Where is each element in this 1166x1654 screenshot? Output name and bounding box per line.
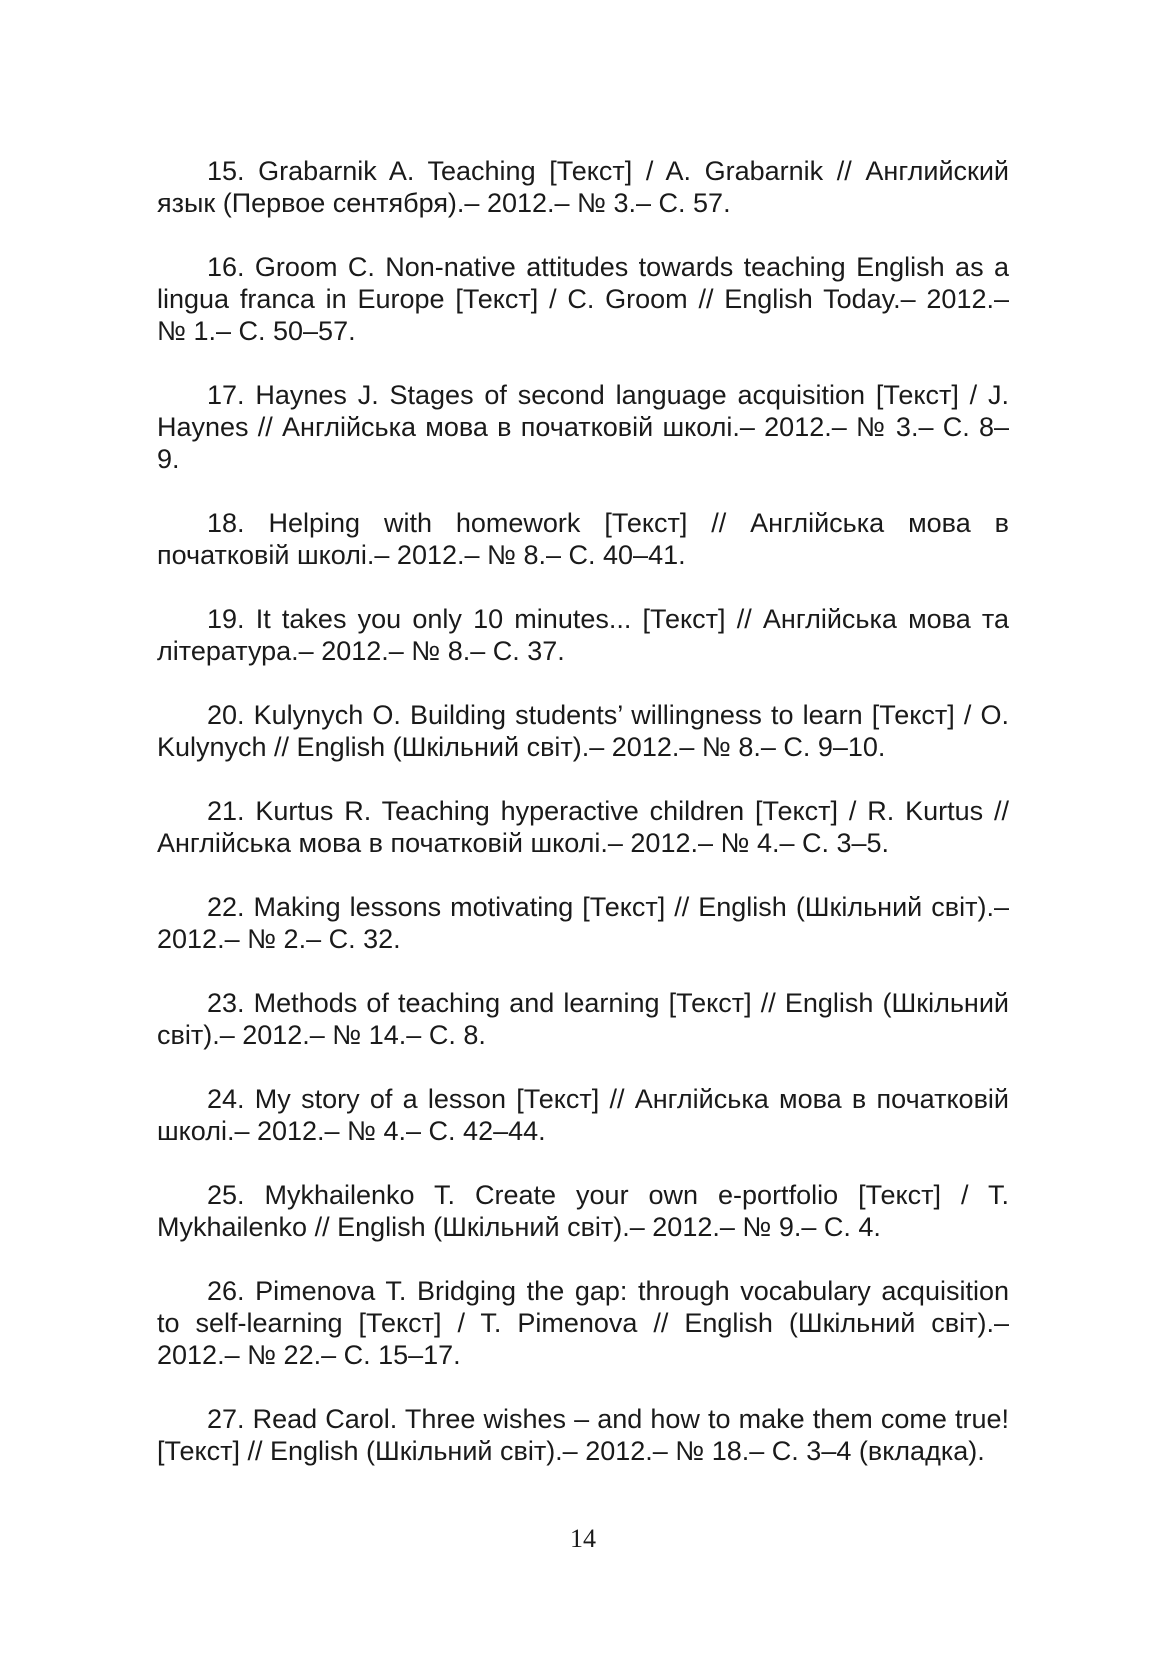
reference-item-17: 17. Haynes J. Stages of second language acquisition [Текст] / J. Haynes // Англійська мова в початковій школі.– 2012.– № 3.– С. 8–9. — [157, 380, 1009, 474]
reference-item-22: 22. Making lessons motivating [Текст] // English (Шкільний світ).– 2012.– № 2.– С. 32. — [157, 892, 1009, 954]
reference-item-18: 18. Helping with homework [Текст] // Англійська мова в початковій школі.– 2012.– № 8.– С. 40–41. — [157, 508, 1009, 570]
reference-item-26: 26. Pimenova T. Bridging the gap: through vocabulary acquisition to self-learning [Текст] / T. Pimenova // English (Шкільний світ).– 2012.– № 22.– С. 15–17. — [157, 1276, 1009, 1370]
reference-item-27: 27. Read Carol. Three wishes – and how to make them come true! [Текст] // English (Шкільний світ).– 2012.– № 18.– С. 3–4 (вкладка). — [157, 1404, 1009, 1466]
reference-list — [157, 155, 1009, 1499]
reference-item-23: 23. Methods of teaching and learning [Текст] // English (Шкільний світ).– 2012.– № 14.– С. 8. — [157, 988, 1009, 1050]
reference-item-20: 20. Kulynych O. Building students’ willingness to learn [Текст] / O. Kulynych // English (Шкільний світ).– 2012.– № 8.– С. 9–10. — [157, 700, 1009, 762]
reference-item-21: 21. Kurtus R. Teaching hyperactive children [Текст] / R. Kurtus // Англійська мова в початковій школі.– 2012.– № 4.– С. 3–5. — [157, 796, 1009, 858]
reference-item-16: 16. Groom C. Non-native attitudes towards teaching English as a lingua franca in Europe [Текст] / C. Groom // English Today.– 2012.– № 1.– С. 50–57. — [157, 252, 1009, 346]
reference-item-15: 15. Grabarnik A. Teaching [Текст] / A. Grabarnik // Английский язык (Первое сентября).– 2012.– № 3.– С. 57. — [157, 156, 1009, 218]
reference-item-24: 24. My story of a lesson [Текст] // Англійська мова в початковій школі.– 2012.– № 4.– С. 42–44. — [157, 1084, 1009, 1146]
page-number: 14 — [570, 1524, 596, 1553]
reference-item-19: 19. It takes you only 10 minutes... [Текст] // Англійська мова та література.– 2012.– № 8.– С. 37. — [157, 604, 1009, 666]
reference-item-25: 25. Mykhailenko T. Create your own e-portfolio [Текст] / T. Mykhailenko // English (Шкільний світ).– 2012.– № 9.– С. 4. — [157, 1180, 1009, 1242]
